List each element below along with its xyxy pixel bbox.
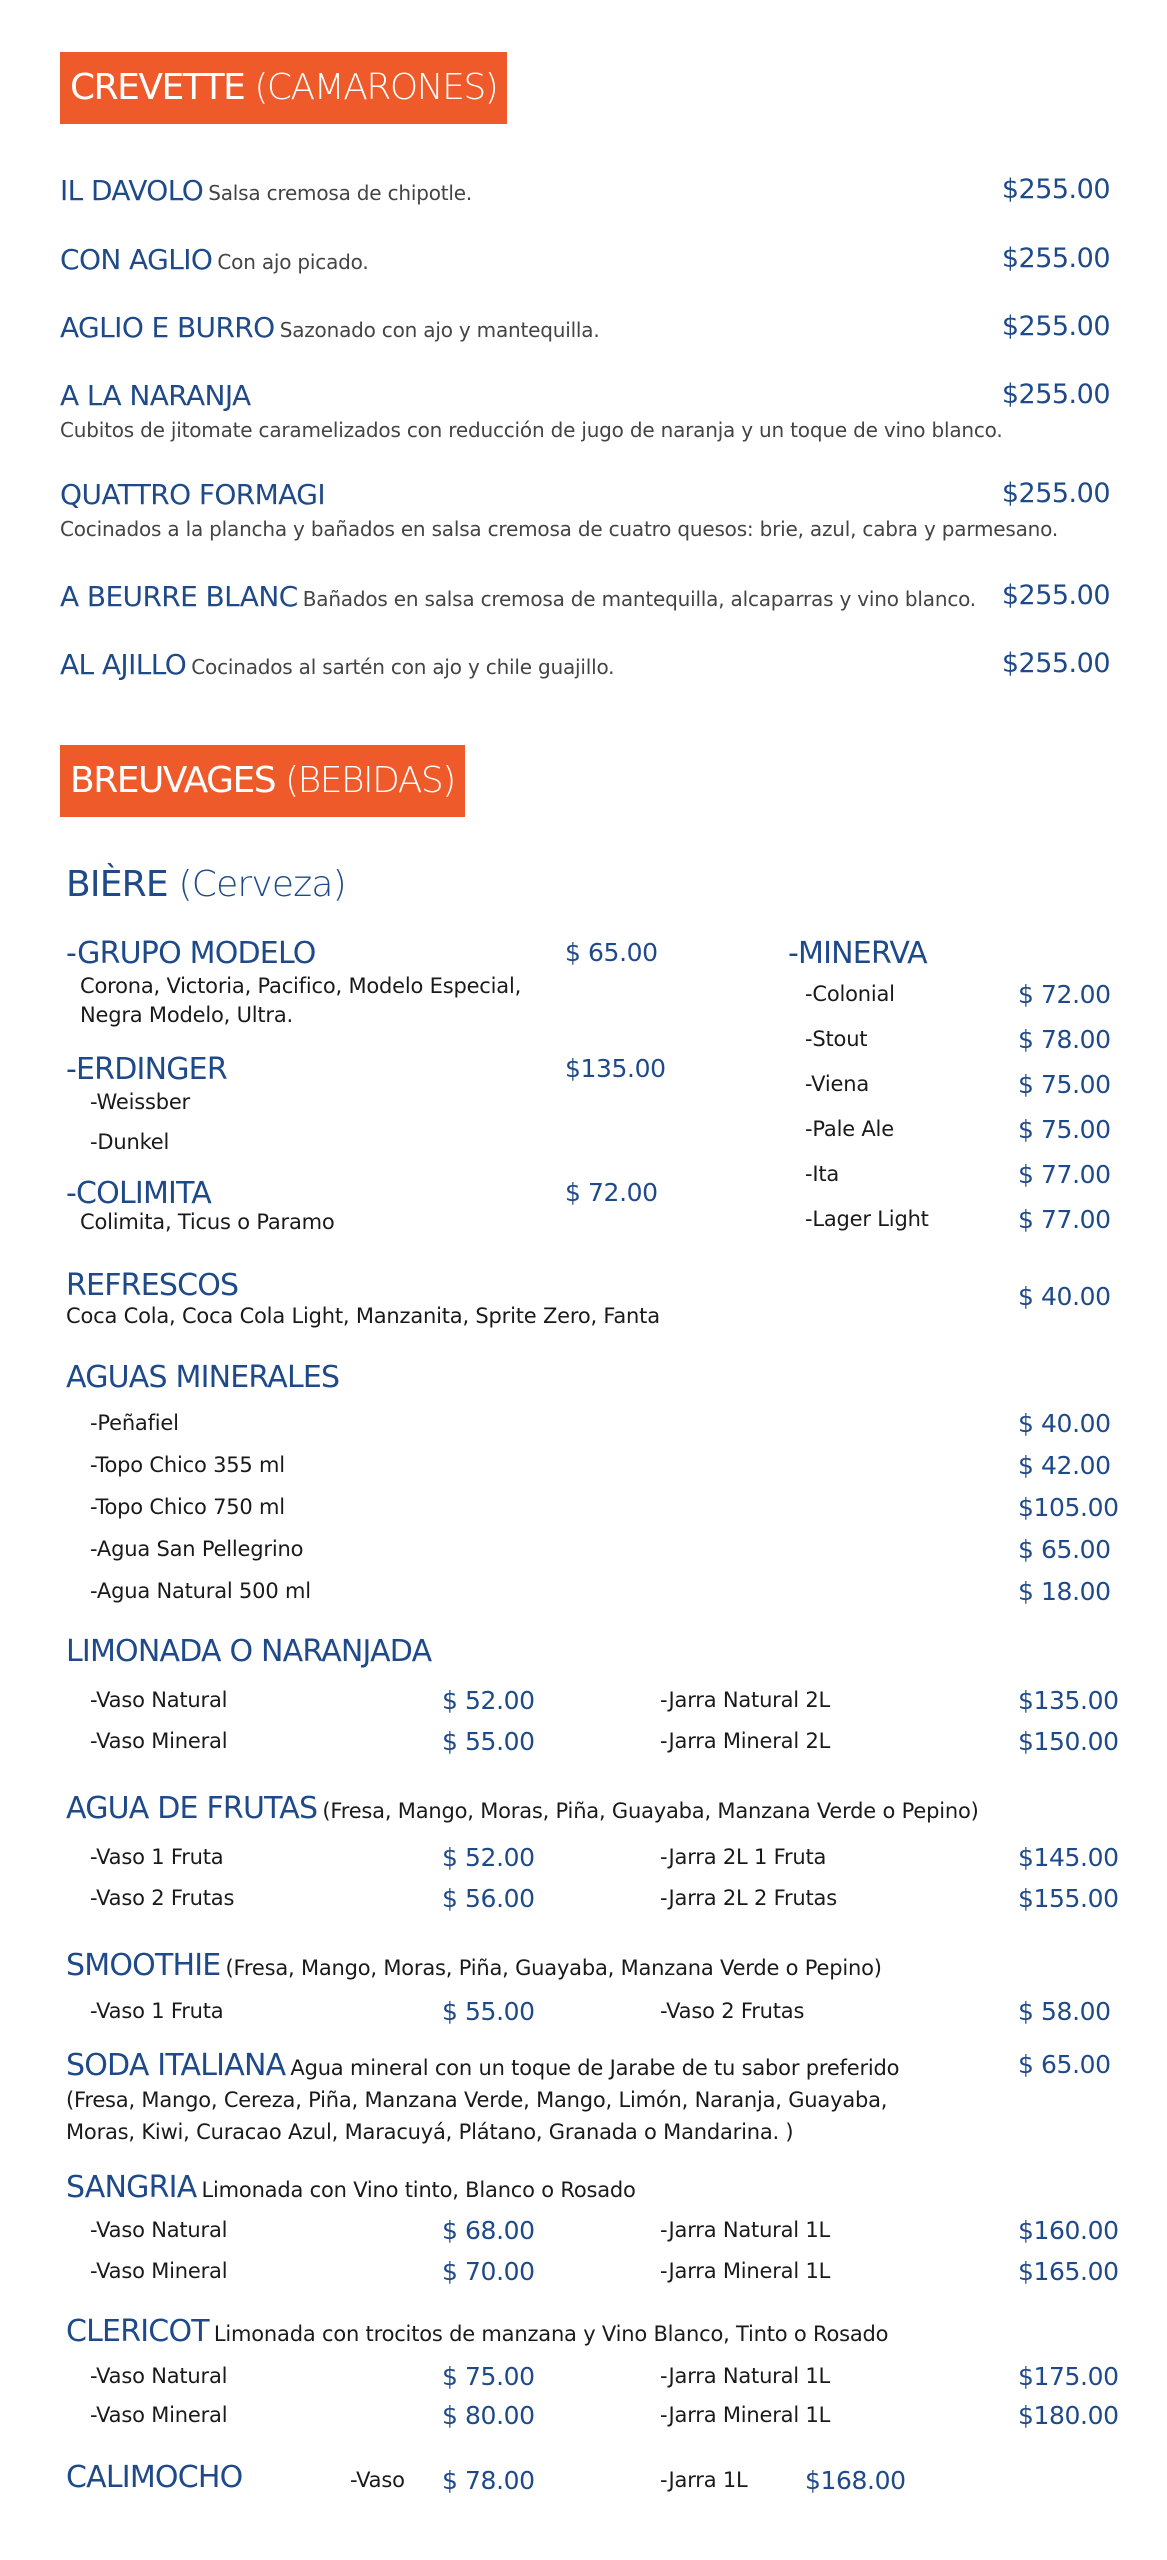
- aguas-item: -Topo Chico 355 ml: [90, 1453, 285, 1477]
- sangria-note: Limonada con Vino tinto, Blanco o Rosado: [201, 2178, 636, 2202]
- refrescos-title: REFRESCOS: [66, 1268, 239, 1303]
- soda-note: Agua mineral con un toque de Jarabe de tu sabor preferido: [290, 2056, 900, 2080]
- menu-item: [60, 243, 368, 276]
- item-price: $255.00: [1001, 648, 1110, 679]
- soda-price: $ 65.00: [1018, 2050, 1111, 2079]
- biere-title: BIÈRE: [66, 864, 168, 905]
- menu-item: [60, 174, 472, 207]
- agua-frutas-heading: [66, 1791, 979, 1826]
- colimita-desc: Colimita, Ticus o Paramo: [80, 1210, 335, 1234]
- refrescos-desc: Coca Cola, Coca Cola Light, Manzanita, Sprite Zero, Fanta: [66, 1304, 660, 1328]
- breuvages-banner-subtitle: (BEBIDAS): [285, 760, 455, 801]
- clericot-price: $ 80.00: [442, 2401, 535, 2430]
- smoothie-item: -Vaso 1 Fruta: [90, 1999, 224, 2023]
- calimocho-jarra: -Jarra 1L: [660, 2468, 748, 2492]
- clericot-item: -Vaso Natural: [90, 2364, 228, 2388]
- smoothie-item: -Vaso 2 Frutas: [660, 1999, 805, 2023]
- smoothie-price: $ 58.00: [1018, 1997, 1111, 2026]
- erdinger-price: $135.00: [565, 1054, 666, 1083]
- agua-frutas-note: (Fresa, Mango, Moras, Piña, Guayaba, Manzana Verde o Pepino): [322, 1799, 979, 1823]
- minerva-name: -MINERVA: [788, 936, 927, 971]
- clericot-item: -Vaso Mineral: [90, 2403, 228, 2427]
- clericot-heading: [66, 2314, 888, 2349]
- item-price: $255.00: [1001, 478, 1110, 509]
- menu-item: [60, 311, 600, 344]
- item-name: AL AJILLO: [60, 648, 187, 681]
- colimita-name: -COLIMITA: [66, 1176, 211, 1211]
- item-desc: Sazonado con ajo y mantequilla.: [279, 318, 600, 342]
- limonada-item: -Jarra Natural 2L: [660, 1688, 831, 1712]
- agua-frutas-price: $ 56.00: [442, 1884, 535, 1913]
- sangria-title: SANGRIA: [66, 2170, 197, 2205]
- soda-flavors: (Fresa, Mango, Cereza, Piña, Manzana Verde, Mango, Limón, Naranja, Guayaba,: [66, 2088, 888, 2112]
- limonada-price: $ 55.00: [442, 1727, 535, 1756]
- agua-frutas-item: -Vaso 2 Frutas: [90, 1886, 235, 1910]
- erdinger-name: -ERDINGER: [66, 1052, 227, 1087]
- clericot-item: -Jarra Natural 1L: [660, 2364, 831, 2388]
- calimocho-vaso: -Vaso: [350, 2468, 405, 2492]
- item-desc: Bañados en salsa cremosa de mantequilla, alcaparras y vino blanco.: [302, 587, 976, 611]
- menu-item: [60, 648, 614, 681]
- item-price: $255.00: [1001, 174, 1110, 205]
- limonada-price: $150.00: [1018, 1727, 1119, 1756]
- clericot-price: $ 75.00: [442, 2362, 535, 2391]
- soda-flavors: Moras, Kiwi, Curacao Azul, Maracuyá, Plátano, Granada o Mandarina. ): [66, 2120, 794, 2144]
- sangria-item: -Jarra Mineral 1L: [660, 2259, 831, 2283]
- limonada-item: -Vaso Mineral: [90, 1729, 228, 1753]
- smoothie-title: SMOOTHIE: [66, 1948, 221, 1983]
- item-name: QUATTRO FORMAGI: [60, 478, 325, 511]
- aguas-price: $ 65.00: [1018, 1535, 1111, 1564]
- item-name: AGLIO E BURRO: [60, 311, 275, 344]
- aguas-price: $ 42.00: [1018, 1451, 1111, 1480]
- sangria-item: -Vaso Mineral: [90, 2259, 228, 2283]
- clericot-price: $180.00: [1018, 2401, 1119, 2430]
- colimita-price: $ 72.00: [565, 1178, 658, 1207]
- item-desc: Salsa cremosa de chipotle.: [208, 181, 472, 205]
- clericot-title: CLERICOT: [66, 2314, 209, 2349]
- sangria-item: -Jarra Natural 1L: [660, 2218, 831, 2242]
- clericot-item: -Jarra Mineral 1L: [660, 2403, 831, 2427]
- erdinger-sub: -Weissber: [90, 1090, 190, 1114]
- crevette-banner-title: CREVETTE: [70, 67, 245, 108]
- calimocho-title: CALIMOCHO: [66, 2460, 243, 2495]
- smoothie-heading: [66, 1948, 882, 1983]
- sangria-price: $165.00: [1018, 2257, 1119, 2286]
- limonada-item: -Jarra Mineral 2L: [660, 1729, 831, 1753]
- minerva-item: -Viena: [805, 1072, 869, 1096]
- item-name: IL DAVOLO: [60, 174, 204, 207]
- aguas-item: -Agua San Pellegrino: [90, 1537, 304, 1561]
- agua-frutas-price: $155.00: [1018, 1884, 1119, 1913]
- limonada-title: LIMONADA O NARANJADA: [66, 1634, 432, 1669]
- item-desc: Cubitos de jitomate caramelizados con reducción de jugo de naranja y un toque de vino blanco.: [60, 418, 1003, 442]
- agua-frutas-title: AGUA DE FRUTAS: [66, 1791, 318, 1826]
- limonada-price: $ 52.00: [442, 1686, 535, 1715]
- agua-frutas-item: -Vaso 1 Fruta: [90, 1845, 224, 1869]
- item-price: $255.00: [1001, 580, 1110, 611]
- item-desc: Cocinados al sartén con ajo y chile guajillo.: [191, 655, 615, 679]
- minerva-item: -Colonial: [805, 982, 895, 1006]
- agua-frutas-price: $ 52.00: [442, 1843, 535, 1872]
- limonada-price: $135.00: [1018, 1686, 1119, 1715]
- minerva-price: $ 72.00: [1018, 980, 1111, 1009]
- sangria-price: $ 70.00: [442, 2257, 535, 2286]
- item-name: CON AGLIO: [60, 243, 213, 276]
- grupo-modelo-desc: Corona, Victoria, Pacifico, Modelo Especial,: [80, 974, 522, 998]
- minerva-item: -Stout: [805, 1027, 868, 1051]
- item-name: A LA NARANJA: [60, 379, 251, 412]
- sangria-price: $160.00: [1018, 2216, 1119, 2245]
- agua-frutas-item: -Jarra 2L 2 Frutas: [660, 1886, 837, 1910]
- aguas-item: -Peñafiel: [90, 1411, 179, 1435]
- crevette-banner: [60, 52, 507, 124]
- minerva-price: $ 75.00: [1018, 1070, 1111, 1099]
- aguas-title: AGUAS MINERALES: [66, 1360, 340, 1395]
- minerva-price: $ 75.00: [1018, 1115, 1111, 1144]
- minerva-price: $ 77.00: [1018, 1205, 1111, 1234]
- sangria-item: -Vaso Natural: [90, 2218, 228, 2242]
- item-name: A BEURRE BLANC: [60, 580, 298, 613]
- biere-subtitle: (Cerveza): [178, 864, 346, 905]
- soda-heading: [66, 2048, 899, 2083]
- smoothie-price: $ 55.00: [442, 1997, 535, 2026]
- aguas-price: $ 40.00: [1018, 1409, 1111, 1438]
- aguas-item: -Topo Chico 750 ml: [90, 1495, 285, 1519]
- minerva-item: -Lager Light: [805, 1207, 929, 1231]
- sangria-heading: [66, 2170, 636, 2205]
- aguas-price: $ 18.00: [1018, 1577, 1111, 1606]
- breuvages-banner-title: BREUVAGES: [70, 760, 276, 801]
- smoothie-note: (Fresa, Mango, Moras, Piña, Guayaba, Manzana Verde o Pepino): [225, 1956, 882, 1980]
- breuvages-banner: [60, 745, 465, 817]
- clericot-note: Limonada con trocitos de manzana y Vino Blanco, Tinto o Rosado: [213, 2322, 889, 2346]
- item-desc: Con ajo picado.: [217, 250, 369, 274]
- item-price: $255.00: [1001, 379, 1110, 410]
- soda-title: SODA ITALIANA: [66, 2048, 286, 2083]
- minerva-item: -Ita: [805, 1162, 840, 1186]
- erdinger-sub: -Dunkel: [90, 1130, 170, 1154]
- minerva-price: $ 78.00: [1018, 1025, 1111, 1054]
- item-price: $255.00: [1001, 311, 1110, 342]
- agua-frutas-price: $145.00: [1018, 1843, 1119, 1872]
- grupo-modelo-price: $ 65.00: [565, 938, 658, 967]
- menu-item: [60, 580, 976, 613]
- grupo-modelo-desc: Negra Modelo, Ultra.: [80, 1003, 294, 1027]
- sangria-price: $ 68.00: [442, 2216, 535, 2245]
- agua-frutas-item: -Jarra 2L 1 Fruta: [660, 1845, 827, 1869]
- grupo-modelo-name: -GRUPO MODELO: [66, 936, 316, 971]
- crevette-banner-subtitle: (CAMARONES): [254, 67, 498, 108]
- calimocho-jarra-price: $168.00: [805, 2466, 906, 2495]
- clericot-price: $175.00: [1018, 2362, 1119, 2391]
- calimocho-vaso-price: $ 78.00: [442, 2466, 535, 2495]
- minerva-price: $ 77.00: [1018, 1160, 1111, 1189]
- limonada-item: -Vaso Natural: [90, 1688, 228, 1712]
- refrescos-price: $ 40.00: [1018, 1282, 1111, 1311]
- item-desc: Cocinados a la plancha y bañados en salsa cremosa de cuatro quesos: brie, azul, cabra y parmesano.: [60, 517, 1058, 541]
- aguas-price: $105.00: [1018, 1493, 1119, 1522]
- aguas-item: -Agua Natural 500 ml: [90, 1579, 311, 1603]
- minerva-item: -Pale Ale: [805, 1117, 894, 1141]
- item-price: $255.00: [1001, 243, 1110, 274]
- biere-heading: [66, 864, 346, 905]
